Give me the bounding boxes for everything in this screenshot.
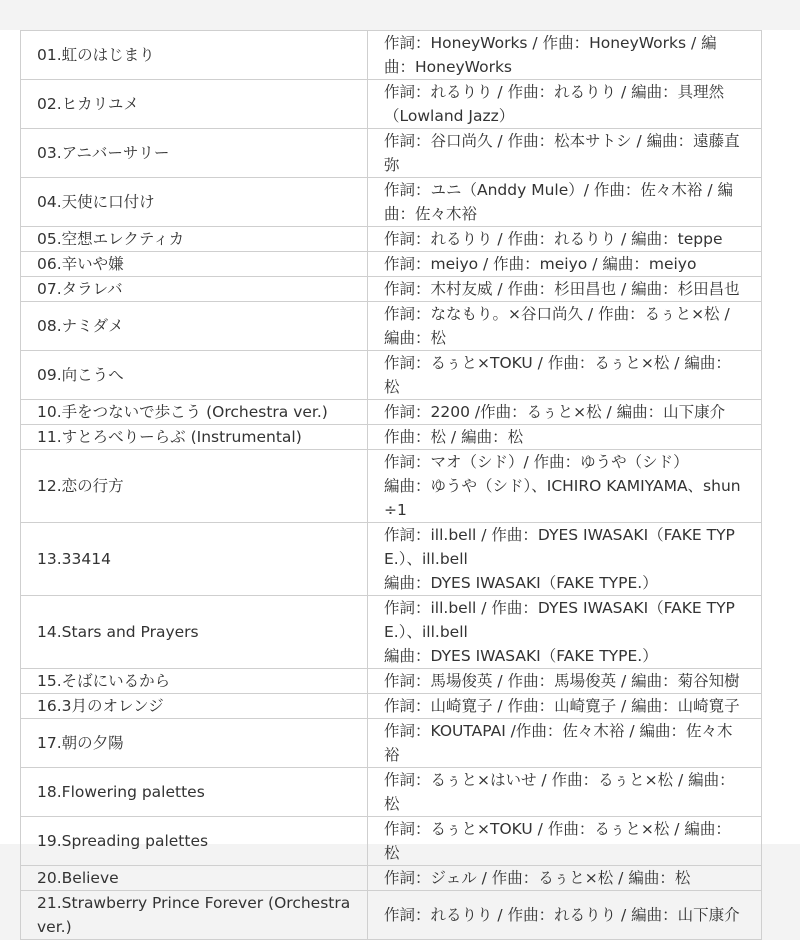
track-title: 19.Spreading palettes bbox=[21, 817, 368, 866]
content-area bbox=[0, 30, 800, 936]
credit-line: 作詞：山崎寛子 / 作曲：山崎寛子 / 編曲：山崎寛子 bbox=[384, 697, 740, 715]
track-credits bbox=[368, 178, 762, 227]
table-row bbox=[21, 227, 762, 252]
track-title: 04.天使に口付け bbox=[21, 178, 368, 227]
credit-line: 作詞：マオ（シド）/ 作曲：ゆうや（シド） bbox=[384, 453, 689, 471]
track-credits bbox=[368, 400, 762, 425]
track-title: 17.朝の夕陽 bbox=[21, 719, 368, 768]
track-credits bbox=[368, 252, 762, 277]
table-row bbox=[21, 866, 762, 891]
tracklist-table bbox=[20, 30, 762, 940]
table-row bbox=[21, 768, 762, 817]
table-row bbox=[21, 719, 762, 768]
credit-line: 作詞：るぅと×はいせ / 作曲：るぅと×松 / 編曲：松 bbox=[384, 771, 735, 813]
track-title: 20.Believe bbox=[21, 866, 368, 891]
track-title: 02.ヒカリユメ bbox=[21, 80, 368, 129]
track-title: 14.Stars and Prayers bbox=[21, 596, 368, 669]
track-title: 03.アニバーサリー bbox=[21, 129, 368, 178]
table-row bbox=[21, 277, 762, 302]
track-title: 01.虹のはじまり bbox=[21, 31, 368, 80]
track-title: 09.向こうへ bbox=[21, 351, 368, 400]
credit-line: 編曲：DYES IWASAKI（FAKE TYPE.） bbox=[384, 647, 658, 665]
track-credits bbox=[368, 425, 762, 450]
track-credits bbox=[368, 817, 762, 866]
track-credits bbox=[368, 31, 762, 80]
track-credits bbox=[368, 351, 762, 400]
table-row bbox=[21, 596, 762, 669]
track-credits bbox=[368, 523, 762, 596]
track-title: 07.タラレバ bbox=[21, 277, 368, 302]
table-row bbox=[21, 669, 762, 694]
table-row bbox=[21, 178, 762, 227]
credit-line: 作詞：meiyo / 作曲：meiyo / 編曲：meiyo bbox=[384, 255, 697, 273]
track-title: 21.Strawberry Prince Forever (Orchestra ver.) bbox=[21, 891, 368, 940]
credit-line: 作詞：馬場俊英 / 作曲：馬場俊英 / 編曲：菊谷知樹 bbox=[384, 672, 740, 690]
track-title: 18.Flowering palettes bbox=[21, 768, 368, 817]
credit-line: 作詞：KOUTAPAI /作曲：佐々木裕 / 編曲：佐々木裕 bbox=[384, 722, 733, 764]
track-title: 08.ナミダメ bbox=[21, 302, 368, 351]
track-title: 10.手をつないで歩こう (Orchestra ver.) bbox=[21, 400, 368, 425]
track-credits bbox=[368, 891, 762, 940]
credit-line: 作詞：2200 /作曲：るぅと×松 / 編曲：山下康介 bbox=[384, 403, 726, 421]
table-row bbox=[21, 523, 762, 596]
table-row bbox=[21, 351, 762, 400]
credit-line: 作詞：るぅと×TOKU / 作曲：るぅと×松 / 編曲：松 bbox=[384, 354, 731, 396]
track-credits bbox=[368, 277, 762, 302]
track-credits bbox=[368, 768, 762, 817]
track-credits bbox=[368, 129, 762, 178]
track-title: 05.空想エレクティカ bbox=[21, 227, 368, 252]
track-title: 12.恋の行方 bbox=[21, 450, 368, 523]
credit-line: 作曲：松 / 編曲：松 bbox=[384, 428, 524, 446]
track-credits bbox=[368, 669, 762, 694]
credit-line: 作詞：谷口尚久 / 作曲：松本サトシ / 編曲：遠藤直弥 bbox=[384, 132, 740, 174]
track-credits bbox=[368, 866, 762, 891]
track-credits bbox=[368, 694, 762, 719]
credit-line: 作詞：HoneyWorks / 作曲：HoneyWorks / 編曲：HoneyWorks bbox=[384, 34, 717, 76]
table-row bbox=[21, 80, 762, 129]
credit-line: 編曲：ゆうや（シド）、ICHIRO KAMIYAMA、shun÷1 bbox=[384, 477, 741, 519]
credit-line: 作詞：ジェル / 作曲：るぅと×松 / 編曲：松 bbox=[384, 869, 691, 887]
credit-line: 作詞：れるりり / 作曲：れるりり / 編曲：teppe bbox=[384, 230, 723, 248]
track-title: 15.そばにいるから bbox=[21, 669, 368, 694]
credit-line: 作詞：るぅと×TOKU / 作曲：るぅと×松 / 編曲：松 bbox=[384, 820, 731, 862]
credit-line: 編曲：DYES IWASAKI（FAKE TYPE.） bbox=[384, 574, 658, 592]
table-row bbox=[21, 694, 762, 719]
track-title: 13.33414 bbox=[21, 523, 368, 596]
credit-line: 作詞：ill.bell / 作曲：DYES IWASAKI（FAKE TYPE.）、ill.bell bbox=[384, 526, 735, 568]
table-row bbox=[21, 817, 762, 866]
table-row bbox=[21, 425, 762, 450]
tracklist-body bbox=[21, 31, 762, 940]
table-row bbox=[21, 302, 762, 351]
track-title: 16.3月のオレンジ bbox=[21, 694, 368, 719]
table-row bbox=[21, 450, 762, 523]
table-row bbox=[21, 129, 762, 178]
table-row bbox=[21, 891, 762, 940]
track-credits bbox=[368, 227, 762, 252]
credit-line: 作詞：ユニ（Anddy Mule）/ 作曲：佐々木裕 / 編曲：佐々木裕 bbox=[384, 181, 733, 223]
credit-line: 作詞：ななもり。×谷口尚久 / 作曲：るぅと×松 / 編曲：松 bbox=[384, 305, 730, 347]
track-credits bbox=[368, 450, 762, 523]
track-credits bbox=[368, 596, 762, 669]
table-row bbox=[21, 400, 762, 425]
credit-line: 作詞：れるりり / 作曲：れるりり / 編曲：具理然（Lowland Jazz） bbox=[384, 83, 725, 125]
track-credits bbox=[368, 719, 762, 768]
track-title: 06.辛いや嫌 bbox=[21, 252, 368, 277]
table-row bbox=[21, 252, 762, 277]
credit-line: 作詞：木村友威 / 作曲：杉田昌也 / 編曲：杉田昌也 bbox=[384, 280, 740, 298]
track-credits bbox=[368, 80, 762, 129]
credit-line: 作詞：れるりり / 作曲：れるりり / 編曲：山下康介 bbox=[384, 906, 740, 924]
credit-line: 作詞：ill.bell / 作曲：DYES IWASAKI（FAKE TYPE.）、ill.bell bbox=[384, 599, 735, 641]
table-row bbox=[21, 31, 762, 80]
track-title: 11.すとろべりーらぶ (Instrumental) bbox=[21, 425, 368, 450]
track-credits bbox=[368, 302, 762, 351]
